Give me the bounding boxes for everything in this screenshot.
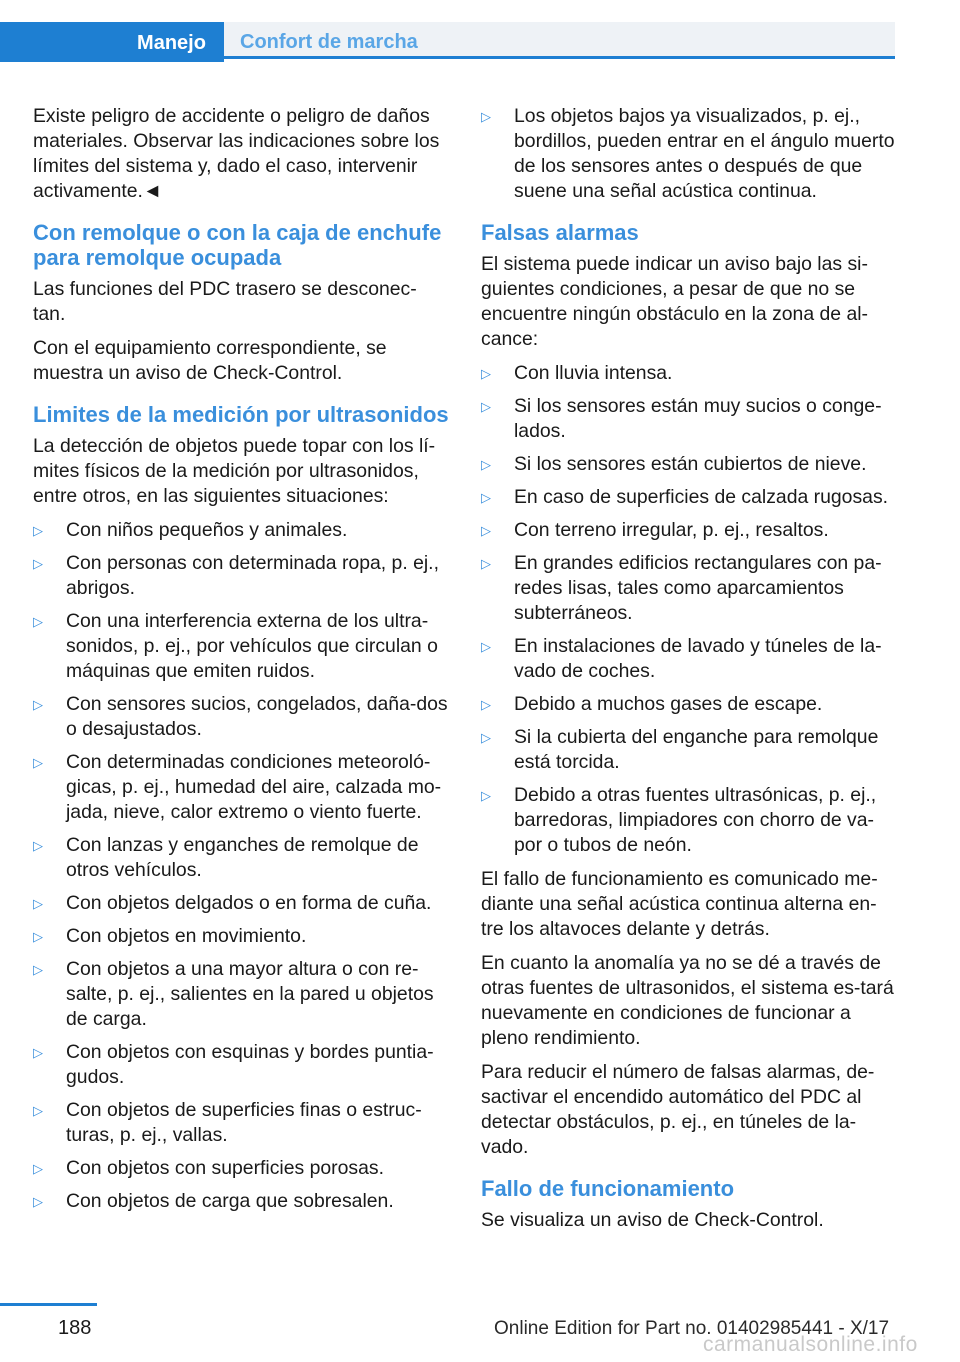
edition-note: Online Edition for Part no. 01402985441 - X/17 bbox=[494, 1318, 890, 1339]
list-item: ▷ Con objetos con esquinas y bordes puntia‐gudos. bbox=[33, 1041, 434, 1088]
bullet-triangle-icon: ▷ bbox=[481, 457, 491, 472]
paragraph: Se visualiza un aviso de Check-Control. bbox=[481, 1209, 824, 1231]
bullet-triangle-icon: ▷ bbox=[481, 556, 491, 571]
heading-limites: Limites de la medición por ultrasonidos bbox=[33, 402, 449, 427]
bullet-triangle-icon: ▷ bbox=[33, 556, 43, 571]
paragraph: Con el equipamiento correspondiente, se muestra un aviso de Check-Control. bbox=[33, 337, 387, 384]
paragraph: Las funciones del PDC trasero se desconec‐tan. bbox=[33, 278, 417, 325]
bullet-triangle-icon: ▷ bbox=[481, 697, 491, 712]
bullet-triangle-icon: ▷ bbox=[33, 962, 43, 977]
paragraph: El fallo de funcionamiento es comunicado me‐diante una señal acústica continua alterna en‐tre los altavoces delante y detrás. bbox=[481, 868, 878, 940]
bullet-triangle-icon: ▷ bbox=[33, 896, 43, 911]
bullet-triangle-icon: ▷ bbox=[481, 523, 491, 538]
bullet-triangle-icon: ▷ bbox=[33, 838, 43, 853]
bullet-triangle-icon: ▷ bbox=[33, 755, 43, 770]
bullet-triangle-icon: ▷ bbox=[481, 399, 491, 414]
list-item: ▷ En caso de superficies de calzada rugosas. bbox=[481, 486, 889, 508]
bullet-triangle-icon: ▷ bbox=[481, 109, 491, 124]
continued-list bbox=[481, 104, 897, 204]
bullet-triangle-icon: ▷ bbox=[481, 788, 491, 803]
bullet-triangle-icon: ▷ bbox=[481, 490, 491, 505]
list-item: ▷ Los objetos bajos ya visualizados, p. ej., bordillos, pueden entrar en el ángulo muerto de los sensores antes o después de que suene una señal acústica continua. bbox=[481, 105, 895, 202]
list-item: ▷ Si la cubierta del enganche para remolque está torcida. bbox=[481, 726, 879, 773]
bullet-triangle-icon: ▷ bbox=[481, 730, 491, 745]
list-item: ▷ Si los sensores están muy sucios o conge‐lados. bbox=[481, 395, 882, 442]
paragraph: En cuanto la anomalía ya no se dé a través de otras fuentes de ultrasonidos, el sistema es‐tará nuevamente en condiciones de funcionar a pleno rendimiento. bbox=[481, 952, 894, 1049]
list-item: ▷ Con objetos con superficies porosas. bbox=[33, 1157, 384, 1179]
bullet-triangle-icon: ▷ bbox=[33, 1045, 43, 1060]
paragraph: Para reducir el número de falsas alarmas, de‐sactivar el encendido automático del PDC al detectar obstáculos, p. ej., en túneles de la‐vado. bbox=[481, 1061, 875, 1158]
list-item: ▷ Con personas con determinada ropa, p. ej., abrigos. bbox=[33, 552, 439, 599]
false-alarm-list bbox=[481, 361, 897, 858]
watermark: carmanualsonline.info bbox=[703, 1333, 918, 1356]
paragraph: La detección de objetos puede topar con los lí‐mites físicos de la medición por ultrasonidos, entre otros, en las siguientes situaciones: bbox=[33, 435, 436, 507]
list-item: ▷ En grandes edificios rectangulares con pa‐redes lisas, tales como aparcamientos subterráneos. bbox=[481, 552, 882, 624]
list-item: ▷ Si los sensores están cubiertos de nieve. bbox=[481, 453, 867, 475]
bullet-triangle-icon: ▷ bbox=[481, 639, 491, 654]
bullet-triangle-icon: ▷ bbox=[33, 1161, 43, 1176]
list-item: ▷ Con una interferencia externa de los ultra‐sonidos, p. ej., por vehículos que circulan o máquinas que emiten ruidos. bbox=[33, 610, 438, 682]
limits-list bbox=[33, 518, 449, 1214]
page-number: 188 bbox=[58, 1317, 92, 1339]
list-item: ▷ Con niños pequeños y animales. bbox=[33, 519, 348, 541]
header-tab-spacer bbox=[0, 22, 119, 62]
heading-fallo: Fallo de funcionamiento bbox=[481, 1176, 735, 1201]
tab-manejo[interactable]: Manejo bbox=[119, 22, 224, 62]
list-item: ▷ Con sensores sucios, congelados, daña‐dos o desajustados. bbox=[33, 693, 448, 740]
list-item: ▷ Con lluvia intensa. bbox=[481, 362, 673, 384]
list-item: ▷ Con terreno irregular, p. ej., resaltos. bbox=[481, 519, 829, 541]
bullet-triangle-icon: ▷ bbox=[33, 929, 43, 944]
list-item: ▷ Debido a otras fuentes ultrasónicas, p. ej., barredoras, limpiadores con chorro de va‐por o tubos de neón. bbox=[481, 784, 877, 856]
list-item: ▷ Con objetos de carga que sobresalen. bbox=[33, 1190, 394, 1212]
list-item: ▷ Con lanzas y enganches de remolque de otros vehículos. bbox=[33, 834, 419, 881]
bullet-triangle-icon: ▷ bbox=[33, 1103, 43, 1118]
list-item: ▷ En instalaciones de lavado y túneles de la‐vado de coches. bbox=[481, 635, 882, 682]
warning-text: Existe peligro de accidente o peligro de daños materiales. Observar las indicaciones sobre los límites del sistema y, dado el caso, intervenir activamente.◄ bbox=[33, 105, 440, 202]
bullet-triangle-icon: ▷ bbox=[33, 523, 43, 538]
paragraph: El sistema puede indicar un aviso bajo las si‐guientes condiciones, a pesar de que no se encuentre ningún obstáculo en la zona de al‐cance: bbox=[481, 253, 869, 350]
heading-remolque: Con remolque o con la caja de enchufe para remolque ocupada bbox=[33, 220, 442, 270]
right-column bbox=[481, 104, 897, 1242]
tab-confort-de-marcha[interactable]: Confort de marcha bbox=[224, 22, 895, 59]
list-item: ▷ Con objetos en movimiento. bbox=[33, 925, 307, 947]
bullet-triangle-icon: ▷ bbox=[33, 697, 43, 712]
list-item: ▷ Debido a muchos gases de escape. bbox=[481, 693, 823, 715]
list-item: ▷ Con determinadas condiciones meteoroló‐gicas, p. ej., humedad del aire, calzada mo‐jada, nieve, calor extremo o viento fuerte. bbox=[33, 751, 442, 823]
heading-falsas-alarmas: Falsas alarmas bbox=[481, 220, 639, 245]
left-column bbox=[33, 104, 449, 1223]
bullet-triangle-icon: ▷ bbox=[481, 366, 491, 381]
list-item: ▷ Con objetos a una mayor altura o con re‐salte, p. ej., salientes en la pared u objetos de carga. bbox=[33, 958, 434, 1030]
list-item: ▷ Con objetos de superficies finas o estruc‐turas, p. ej., vallas. bbox=[33, 1099, 422, 1146]
list-item: ▷ Con objetos delgados o en forma de cuña. bbox=[33, 892, 432, 914]
header-tabbar bbox=[0, 0, 960, 62]
bullet-triangle-icon: ▷ bbox=[33, 614, 43, 629]
bullet-triangle-icon: ▷ bbox=[33, 1194, 43, 1209]
footer-divider bbox=[0, 1303, 97, 1306]
